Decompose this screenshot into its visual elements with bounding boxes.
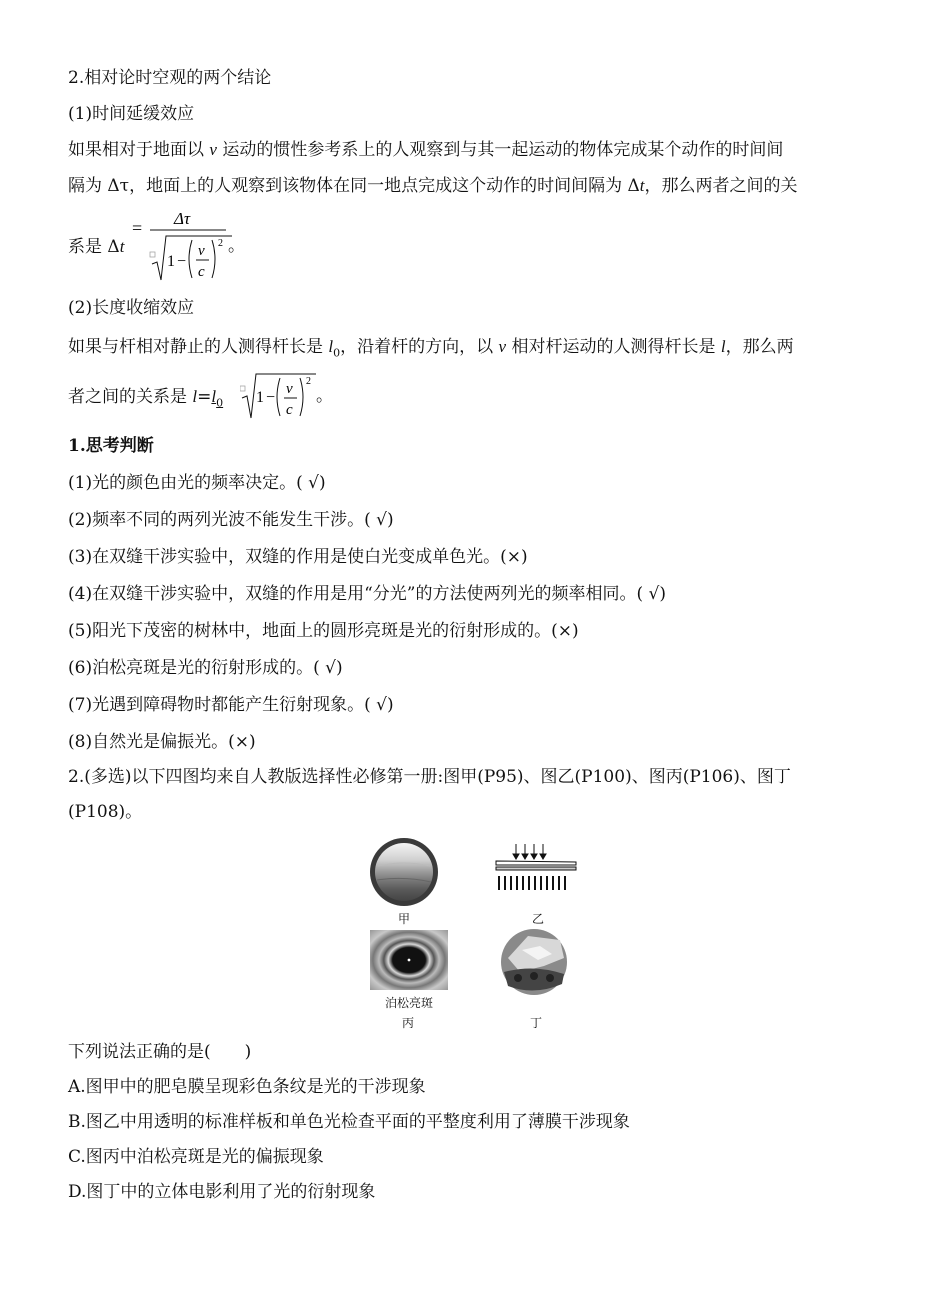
svg-text:Δτ: Δτ	[174, 209, 191, 228]
svg-text:c: c	[286, 402, 293, 418]
svg-text:=: =	[132, 218, 143, 238]
caption-bing-label: 泊松亮斑	[384, 996, 433, 1010]
section-title: 2.相对论时空观的两个结论	[68, 68, 272, 88]
option-a: A.图甲中的肥皂膜呈现彩色条纹是光的干涉现象	[68, 1077, 426, 1097]
judge-item: (8)自然光是偏振光。(×)	[68, 732, 256, 752]
question-2-prompt: 下列说法正确的是( )	[68, 1042, 252, 1062]
length-contraction-line-1: 如果与杆相对静止的人测得杆长是 $l_0$，沿着杆的方向，以 v 相对杆运动的人测得杆长是 l，那么两	[68, 337, 794, 360]
judge-item: (3)在双缝干涉实验中，双缝的作用是使白光变成单色光。(×)	[68, 547, 528, 567]
caption-jia: 甲	[397, 912, 410, 926]
svg-text:v: v	[286, 381, 293, 397]
option-c: C.图丙中泊松亮斑是光的偏振现象	[68, 1147, 324, 1167]
length-contraction-line-2: 者之间的关系是 $l=l_0$	[68, 387, 224, 410]
svg-text:2: 2	[306, 376, 311, 387]
svg-text:1: 1	[167, 253, 175, 270]
caption-ding: 丁	[529, 1016, 542, 1030]
svg-text:v: v	[198, 243, 205, 259]
question-2-line-2: (P108)。	[68, 802, 143, 822]
svg-text:−: −	[266, 389, 276, 406]
judge-title: 1.思考判断	[68, 436, 154, 456]
length-contraction-heading: (2)长度收缩效应	[68, 298, 195, 318]
svg-text:c: c	[198, 264, 205, 280]
time-dilation-formula	[128, 200, 238, 288]
judge-item: (5)阳光下茂密的树林中，地面上的圆形亮斑是光的衍射形成的。(×)	[68, 621, 579, 641]
time-dilation-end: 。	[228, 236, 245, 256]
caption-yi: 乙	[531, 912, 544, 926]
judge-item: (1)光的颜色由光的频率决定。( √)	[68, 473, 326, 493]
judge-item: (4)在双缝干涉实验中，双缝的作用是用“分光”的方法使两列光的频率相同。( √)	[68, 584, 666, 604]
option-d: D.图丁中的立体电影利用了光的衍射现象	[68, 1182, 376, 1202]
judge-item: (7)光遇到障碍物时都能产生衍射现象。( √)	[68, 695, 394, 715]
length-contraction-end: 。	[316, 386, 333, 406]
length-contraction-formula	[240, 366, 320, 426]
svg-text:−: −	[177, 253, 187, 270]
time-dilation-line-3: 系是 Δt	[68, 237, 125, 257]
judge-item: (2)频率不同的两列光波不能发生干涉。( √)	[68, 510, 394, 530]
question-2-line-1: 2.(多选)以下四图均来自人教版选择性必修第一册:图甲(P95)、图乙(P100)、图丙(P106)、图丁	[68, 767, 791, 787]
caption-bing: 丙	[401, 1016, 414, 1030]
figure-bing-poisson-spot	[370, 930, 448, 990]
svg-text:1: 1	[256, 389, 264, 406]
judge-item: (6)泊松亮斑是光的衍射形成的。( √)	[68, 658, 343, 678]
svg-text:2: 2	[218, 238, 223, 249]
option-b: B.图乙中用透明的标准样板和单色光检查平面的平整度利用了薄膜干涉现象	[68, 1112, 630, 1132]
figure-ding-3d-movie	[500, 928, 568, 996]
figure-yi-flatness-check	[494, 842, 580, 892]
figure-jia-soap-film	[368, 836, 440, 908]
time-dilation-heading: (1)时间延缓效应	[68, 104, 195, 124]
time-dilation-line-1: 如果相对于地面以 v 运动的惯性参考系上的人观察到与其一起运动的物体完成某个动作的时间间	[68, 140, 784, 160]
time-dilation-line-2: 隔为 Δτ，地面上的人观察到该物体在同一地点完成这个动作的时间间隔为 Δt，那么两者之间的关	[68, 176, 798, 196]
